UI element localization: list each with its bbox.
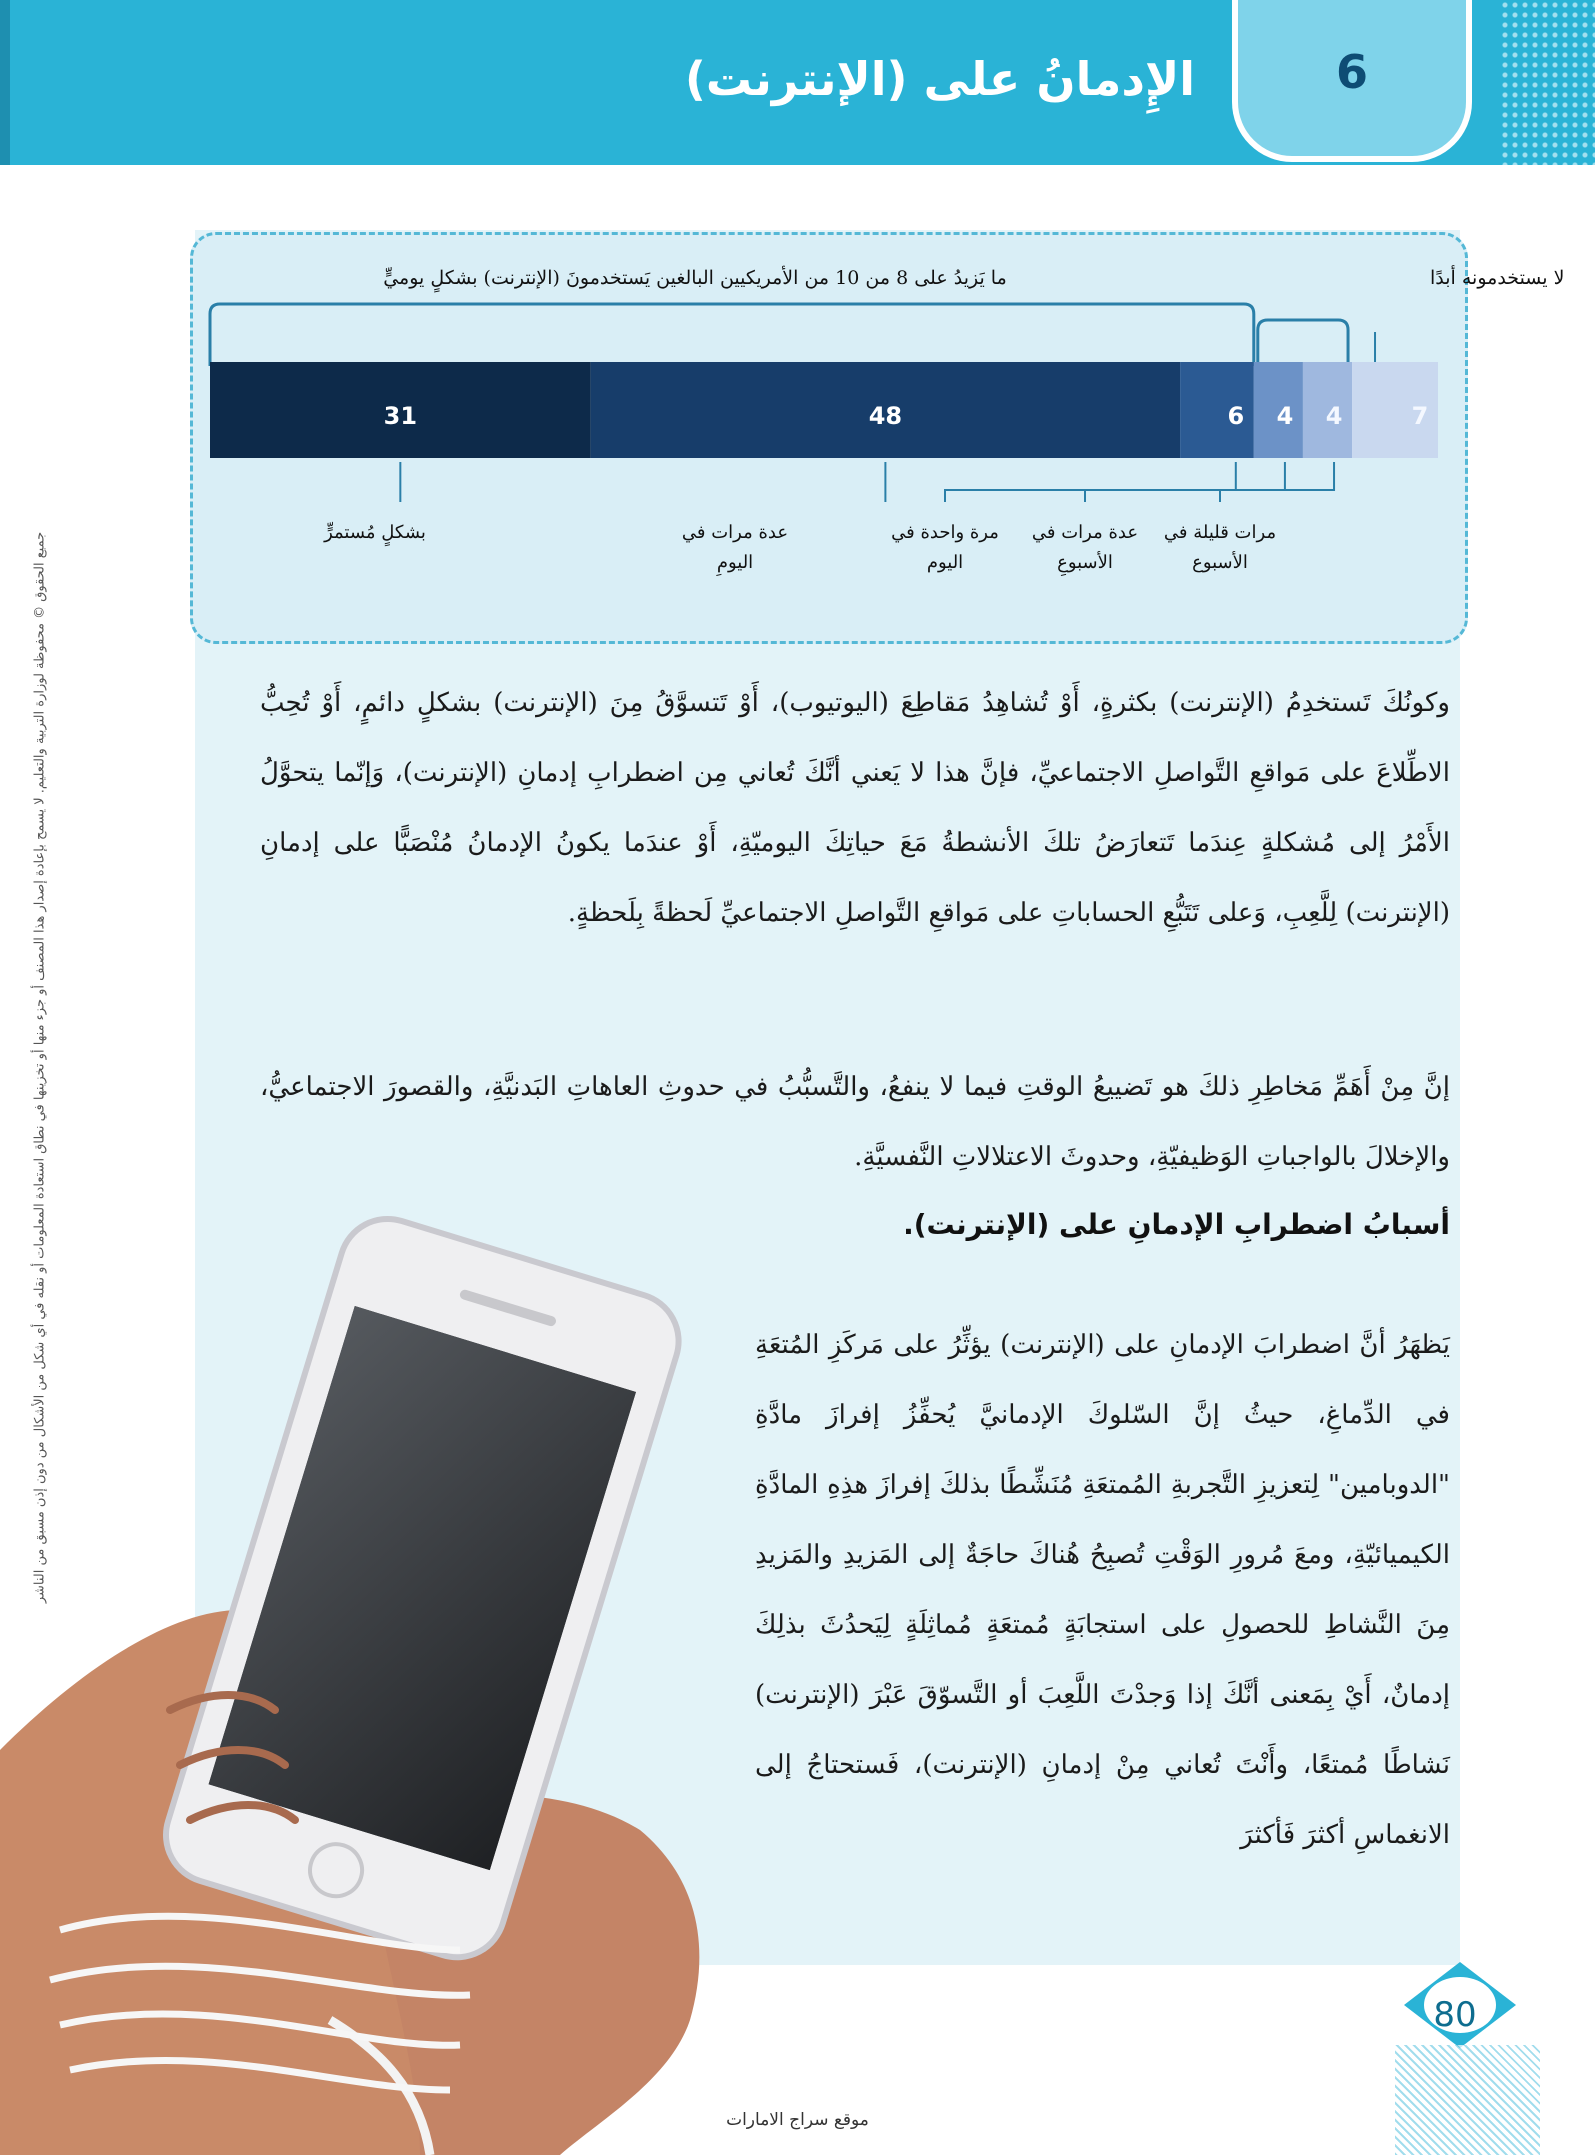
bar-value-label: 6 [1227, 402, 1245, 430]
phone-hands-illustration [0, 1190, 760, 2155]
bracket-daily-users [210, 304, 1254, 366]
category-label: مرات قليلة في الأسبوع [1163, 522, 1277, 573]
corner-pattern [1500, 0, 1595, 165]
leader-line [1220, 462, 1334, 502]
paragraph-usage: وكونُكَ تَستخدِمُ (الإنترنت) بكثرةٍ، أَوْ تُشاهِدُ مَقاطِعَ (اليوتيوب)، أَوْ تَتسوَّقُ مِنَ (الإنترنت) بشكلٍ دائمٍ، أَوْ تُحِبُّ الاطِّلاعَ على مَواقعِ التَّواصلِ الاجتماعيِّ، فإنَّ هذا لا يَعني أنَّكَ تُعاني مِن اضطرابِ إدمانِ (الإنترنت)، وَإنّما يتحوَّلُ الأَمْرُ إلى مُشكلةٍ عِندَما تَتعارَضُ تلكَ الأنشطةُ مَعَ حياتِكَ اليوميّةِ، أَوْ عندَما يكونُ الإدمانُ مُنْصَبًّا على إدمانِ (الإنترنت) لِلَّعِبِ، وَعلى تَتَبُّعِ الحساباتِ على مَواقعِ التَّواصلِ الاجتماعيِّ لَحظةً بِلَحظةٍ. [260, 688, 1450, 928]
bar-value-label: 4 [1276, 402, 1294, 430]
bar-value-label: 7 [1411, 402, 1429, 430]
usage-chart [190, 232, 1565, 644]
section-heading-causes: أسبابُ اضطرابِ الإدمانِ على (الإنترنت). [903, 1208, 1450, 1241]
chart-title-never: لا يستخدمونه أبدًا [1430, 267, 1565, 289]
leader-line [1085, 462, 1285, 502]
footer-site-name: موقع سراج الامارات [726, 2110, 869, 2130]
bar-value-label: 48 [868, 402, 903, 430]
page-corner-pattern [1395, 2045, 1540, 2155]
category-label: عدة مرات في الأسبوعِ [1031, 522, 1139, 573]
paragraph-causes: يَظهَرُ أنَّ اضطرابَ الإدمانِ على (الإنترنت) يؤثِّرُ على مَركَزِ المُتعَةِ في الدِّماغِ، حيثُ إنَّ السّلوكَ الإدمانيَّ يُحفِّزُ إفرازَ مادَّةِ "الدوبامين" لِتعزيزِ التَّجربةِ المُمتعَةِ مُنَشِّطًا بذلكَ إفرازَ هذِهِ المادَّةِ الكيميائيّةِ، ومعَ مُرورِ الوَقْتِ تُصبِحُ هُناكَ حاجَةٌ إلى المَزيدِ والمَزيدِ مِنَ النَّشاطِ للحصولِ على استجابَةٍ مُمتعَةٍ مُماثِلَةٍ لِيَحدُثَ بذلِكَ إدمانٌ، أَيْ بِمَعنى أنَّكَ إذا وَجدْتَ اللَّعِبَ أو التَّسوّقَ عَبْرَ (الإنترنت) نَشاطًا مُمتعًا، وأَنْتَ تُعاني مِنْ إدمانِ (الإنترنت)، فَستحتاجُ إلى الانغماسِ أكثرَ فَأكثرَ [755, 1330, 1450, 1850]
category-label: مرة واحدة في اليوم [891, 522, 999, 573]
page-number: 80 [1433, 1995, 1477, 2035]
bracket-weekly-users [1258, 320, 1348, 366]
category-label: بشكلٍ مُستمرٍّ [324, 522, 426, 543]
header-left-strip [0, 0, 10, 165]
chapter-number: 6 [1335, 45, 1368, 99]
copyright-notice: جميع الحقوق © محفوظة لوزارة التربية والتعليم. لا يسمح بإعادة إصدار هذا المصنف أو جزء منها أو تخزينها في نطاق استعادة المعلومات أو نقله في أي شكل من الأشكال من دون إذن مسبق من الناشر [32, 531, 48, 1604]
category-label: عدة مرات في اليومِ [681, 522, 789, 573]
leader-line [945, 462, 1236, 502]
chapter-title: الإِدمانُ على (الإنترنت) [684, 52, 1195, 106]
chart-title: ما يَزيدُ على 8 من 10 من الأمريكيين البالغين يَستخدمونَ (الإنترنت) بشكلٍ يوميٍّ [383, 267, 1007, 289]
paragraph-risks: إنَّ مِنْ أَهَمِّ مَخاطِرِ ذلكَ هو تَضييعُ الوقتِ فيما لا ينفعُ، والتَّسبُّبُ في حدوثِ العاهاتِ البَدنيَّةِ، والقصورَ الاجتماعيُّ، والإخلالَ بالواجباتِ الوَظيفيّةِ، وحدوثَ الاعتلالاتِ النَّفسيَّةِ. [260, 1072, 1450, 1172]
bar-value-label: 4 [1325, 402, 1343, 430]
bar-value-label: 31 [383, 402, 418, 430]
